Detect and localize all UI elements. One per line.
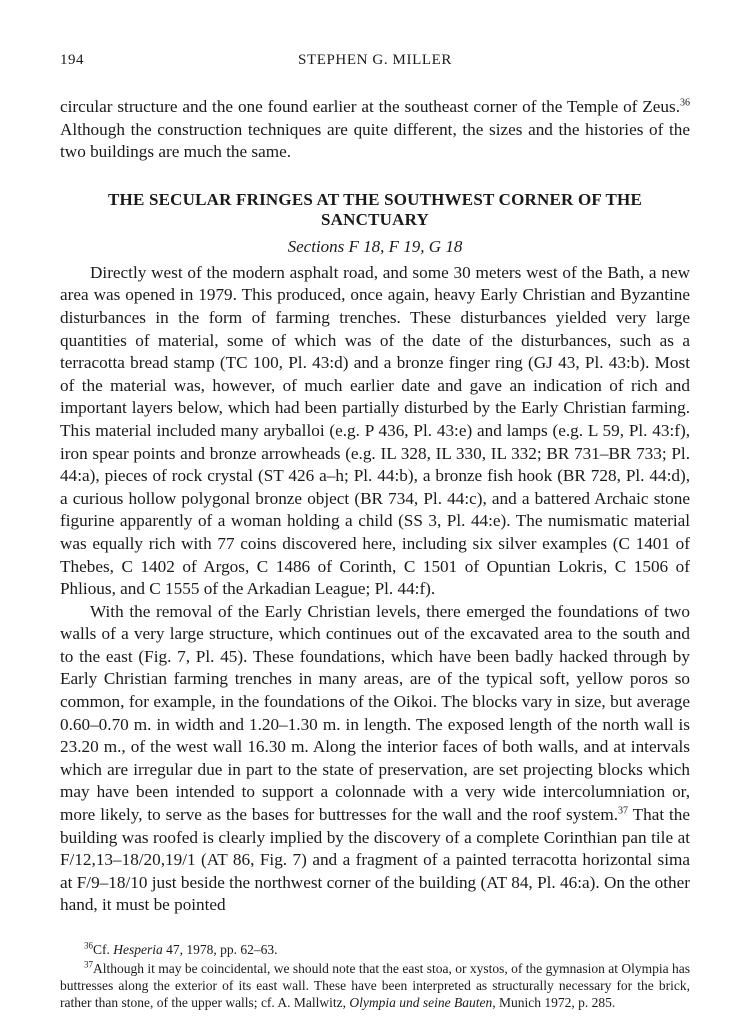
running-head-author: STEPHEN G. MILLER: [298, 52, 452, 68]
footnote-37: [60, 960, 690, 1011]
continuation-paragraph: [60, 96, 690, 164]
footnote-36: [60, 941, 690, 958]
footnotes: [60, 941, 690, 1011]
footnote-36-italic: Hesperia: [113, 942, 163, 957]
footnote-36-text-post: 47, 1978, pp. 62–63.: [162, 942, 278, 957]
continuation-text-2: Although the construction techniques are quite different, the sizes and the histories of the two buildings are much the same.: [60, 119, 690, 162]
section-subheading: Sections F 18, F 19, G 18: [287, 236, 463, 256]
footnote-ref-37[interactable]: 37: [618, 805, 629, 817]
footnote-37-text-pre: Although it may be coincidental, we should note that the east stoa, or xystos, of the gymnasion at Olympia has buttresses along the exterior of its east wall. These have been interpreted as structurally necessary for the brick, rather than stone, of the upper walls; cf. A. Mallwitz,: [60, 961, 690, 1010]
paragraph-2-text-1: With the removal of the Early Christian levels, there emerged the foundations of two walls of a very large structure, which continues out of the excavated area to the south and to the east (Fig. 7, Pl. 45). These foundations, which have been badly hacked through by Early Christian farming trenches in many areas, are of the typical soft, yellow poros so common, for example, in the foundations of the Oikoi. The blocks vary in size, but average 0.60–0.70 m. in width and 1.20–1.30 m. in length. The exposed length of the north wall is 23.20 m., of the west wall 16.30 m. Along the interior faces of both walls, and at intervals which are irregular due in part to the state of preservation, are set projecting blocks which may have been intended to support a colonnade with a very wide intercolumniation or, more likely, to serve as the bases for buttresses for the wall and the roof system.: [60, 601, 690, 825]
paragraph-2-text-2: That the building was roofed is clearly implied by the discovery of a complete Corinthian pan tile at F/12,13–18/20,19/1 (AT 86, Fig. 7) and a fragment of a painted terracotta horizontal sima at F/9–18/10 just beside the northwest corner of the building (AT 84, Pl. 46:a). On the other hand, it must be pointed: [60, 805, 691, 915]
continuation-text-1: circular structure and the one found earlier at the southeast corner of the Temple of Zeus.: [60, 97, 680, 116]
page-number: 194: [60, 52, 84, 68]
footnote-36-number: 36: [84, 940, 93, 951]
footnote-36-text-pre: Cf.: [93, 942, 114, 957]
page: [60, 52, 690, 1013]
footnote-37-italic: Olympia und seine Bauten: [349, 995, 493, 1010]
footnote-37-text-post: , Munich 1972, p. 285.: [492, 995, 616, 1010]
body-paragraph-2: [60, 601, 690, 917]
body-paragraph-1: Directly west of the modern asphalt road, and some 30 meters west of the Bath, a new area was opened in 1979. This produced, once again, heavy Early Christian and Byzantine disturbances in the form of farming trenches. These disturbances yielded very large quantities of material, some of which was of the date of the disturbances, such as a terracotta bread stamp (TC 100, Pl. 43:d) and a bronze finger ring (GJ 43, Pl. 43:b). Most of the material was, however, of much earlier date and gave an indication of rich and important layers below, which had been partially disturbed by the Early Christian farming. This material included many aryballoi (e.g. P 436, Pl. 43:e) and lamps (e.g. L 59, Pl. 43:f), iron spear points and bronze arrowheads (e.g. IL 328, IL 330, IL 332; BR 731–BR 733; Pl. 44:a), pieces of rock crystal (ST 426 a–h; Pl. 44:b), a bronze fish hook (BR 728, Pl. 44:d), a curious hollow polygonal bronze object (BR 734, Pl. 44:c), and a battered Archaic stone figurine apparently of a woman holding a child (SS 3, Pl. 44:e). The numismatic material was equally rich with 77 coins discovered here, including six silver examples (C 1401 of Thebes, C 1402 of Argos, C 1486 of Corinth, C 1501 of Opuntian Lokris, C 1506 of Phlious, and C 1555 of the Arkadian League; Pl. 44:f).: [60, 262, 690, 599]
section-heading: THE SECULAR FRINGES AT THE SOUTHWEST CORNER OF THE SANCTUARY: [108, 189, 642, 229]
running-head: [60, 52, 690, 74]
footnote-ref-36[interactable]: 36: [680, 97, 690, 109]
footnote-37-number: 37: [84, 959, 93, 970]
